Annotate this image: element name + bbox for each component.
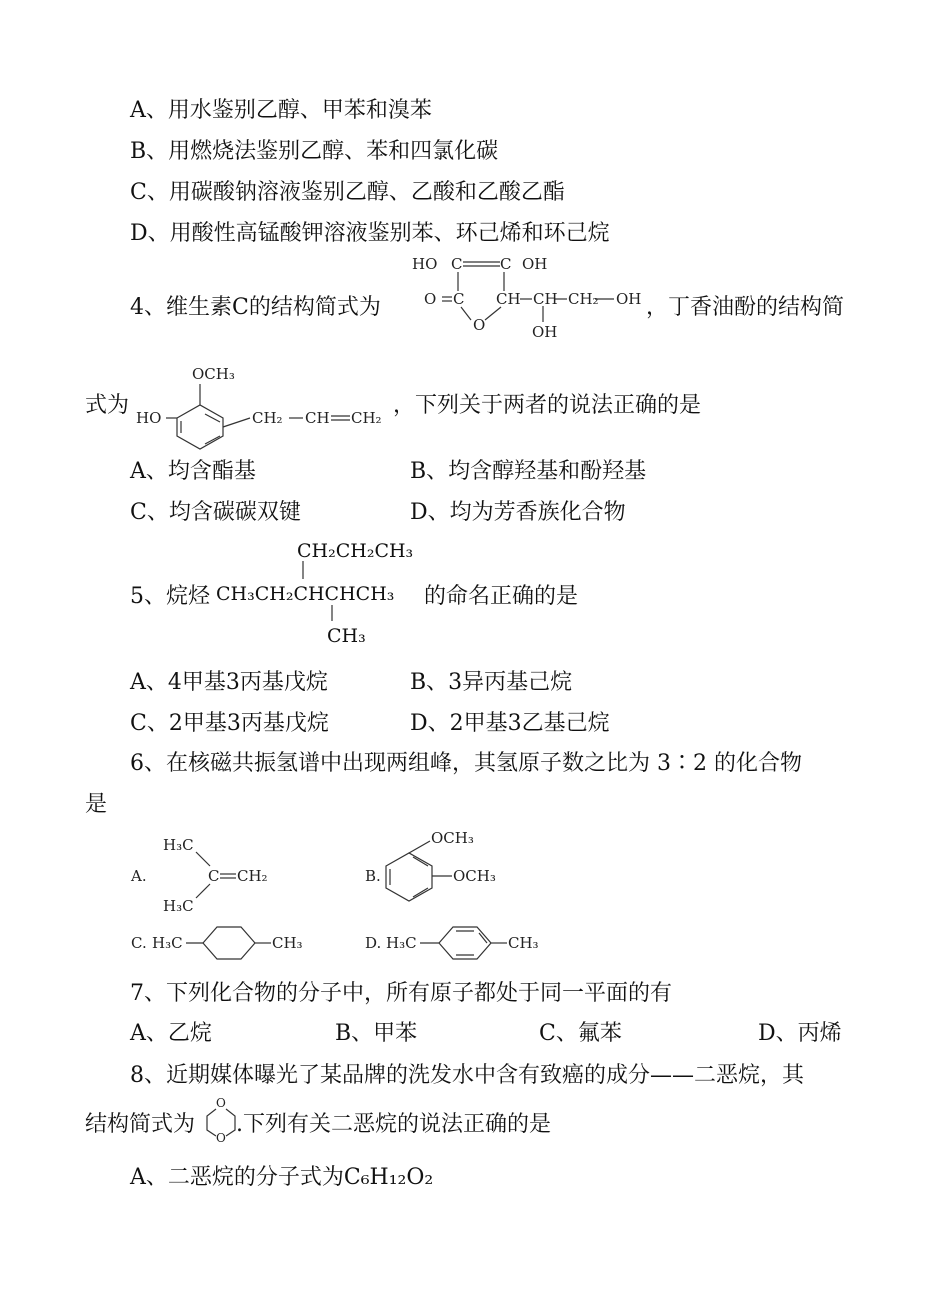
q3-option-d: D、用酸性高锰酸钾溶液鉴别苯、环己烯和环己烷 (130, 221, 610, 246)
eugenol-chain-ch: CH (305, 409, 330, 427)
q8-stem-line2-suffix: .下列有关二恶烷的说法正确的是 (236, 1112, 551, 1137)
vitc-c1: C (451, 255, 463, 273)
q8-stem-line1: 8、近期媒体曝光了某品牌的洗发水中含有致癌的成分——二恶烷，其 (130, 1063, 804, 1088)
q6a-ch2: CH₂ (237, 867, 268, 885)
q5-option-b: B、3异丙基己烷 (410, 670, 573, 695)
q7-option-b: B、甲苯 (335, 1021, 418, 1046)
q7-option-a: A、乙烷 (130, 1021, 212, 1046)
vitc-ch-ring: CH (496, 290, 521, 308)
dioxane-o-top: O (216, 1096, 226, 1110)
q6c-ch3: CH₃ (272, 934, 303, 952)
q4-option-d: D、均为芳香族化合物 (410, 500, 626, 525)
q5-stem-prefix: 5、烷烃 (130, 584, 210, 609)
q6a-c: C (208, 867, 220, 885)
q5-option-c: C、2甲基3丙基戊烷 (130, 711, 329, 736)
vitc-oh-bottom: OH (532, 323, 558, 341)
q8-option-a-formula: C₆H₁₂O₂ (343, 1165, 434, 1190)
q4-option-b: B、均含醇羟基和酚羟基 (410, 459, 647, 484)
q6b-label: B. (365, 867, 381, 885)
q6a-h3c-top: H₃C (163, 836, 194, 854)
eugenol-ho: HO (136, 409, 162, 427)
q7-option-c: C、氟苯 (539, 1021, 622, 1046)
vitc-ho-top: HO (412, 255, 438, 273)
q6c-label: C. (131, 934, 147, 952)
vitc-oh-top: OH (522, 255, 548, 273)
q4-option-a: A、均含酯基 (130, 459, 256, 484)
vitc-c2: C (500, 255, 512, 273)
q4-stem-part3-prefix: 式为 (85, 393, 130, 418)
q3-option-a: A、用水鉴别乙醇、甲苯和溴苯 (130, 98, 432, 123)
alkane-top-chain: CH₂CH₂CH₃ (297, 540, 414, 562)
q8-stem-line2-prefix: 结构简式为 (85, 1112, 196, 1137)
vitc-c3: C (453, 290, 465, 308)
q4-stem-part3-suffix: ，下列关于两者的说法正确的是 (393, 393, 702, 418)
q6-stem-line1: 6、在核磁共振氢谱中出现两组峰，其氢原子数之比为 3∶2 的化合物 (130, 751, 802, 776)
q7-option-d: D、丙烯 (758, 1021, 842, 1046)
q8-option-a (130, 1165, 433, 1191)
q6d-label: D. (365, 934, 382, 952)
vitc-o-ring: O (473, 316, 486, 334)
q8-option-a-text: A、二恶烷的分子式为 (130, 1165, 344, 1190)
q6a-label: A. (131, 867, 147, 885)
q5-option-d: D、2甲基3乙基己烷 (410, 711, 610, 736)
q7-stem: 7、下列化合物的分子中，所有原子都处于同一平面的有 (130, 981, 672, 1006)
vitc-oh-right: OH (616, 290, 642, 308)
q6a-h3c-bottom: H₃C (163, 897, 194, 915)
vitc-o-carbonyl: O (424, 290, 437, 308)
q5-option-a: A、4甲基3丙基戊烷 (130, 670, 328, 695)
eugenol-chain-ch2: CH₂ (252, 409, 283, 427)
q6b-och3-top: OCH₃ (431, 829, 474, 847)
q6d-h3c: H₃C (386, 934, 417, 952)
q4-stem-part1: 4、维生素C的结构简式为 (130, 295, 381, 320)
q4-option-c: C、均含碳碳双键 (130, 500, 301, 525)
q6-stem-line2: 是 (85, 792, 108, 817)
dioxane-o-bottom: O (216, 1131, 226, 1145)
q3-option-c: C、用碳酸钠溶液鉴别乙醇、乙酸和乙酸乙酯 (130, 180, 565, 205)
q5-stem-suffix: 的命名正确的是 (424, 584, 579, 609)
vitc-ch-side: CH (533, 290, 558, 308)
alkane-bottom-methyl: CH₃ (327, 625, 366, 647)
eugenol-och3: OCH₃ (192, 365, 235, 383)
q3-option-b: B、用燃烧法鉴别乙醇、苯和四氯化碳 (130, 139, 499, 164)
q6b-och3-right: OCH₃ (453, 867, 496, 885)
q6c-h3c: H₃C (152, 934, 183, 952)
vitc-ch2: CH₂ (568, 290, 599, 308)
alkane-main-chain: CH₃CH₂CHCHCH₃ (216, 583, 395, 605)
q4-stem-part2: ，丁香油酚的结构简 (646, 295, 845, 320)
q6d-ch3: CH₃ (508, 934, 539, 952)
eugenol-chain-end: CH₂ (351, 409, 382, 427)
